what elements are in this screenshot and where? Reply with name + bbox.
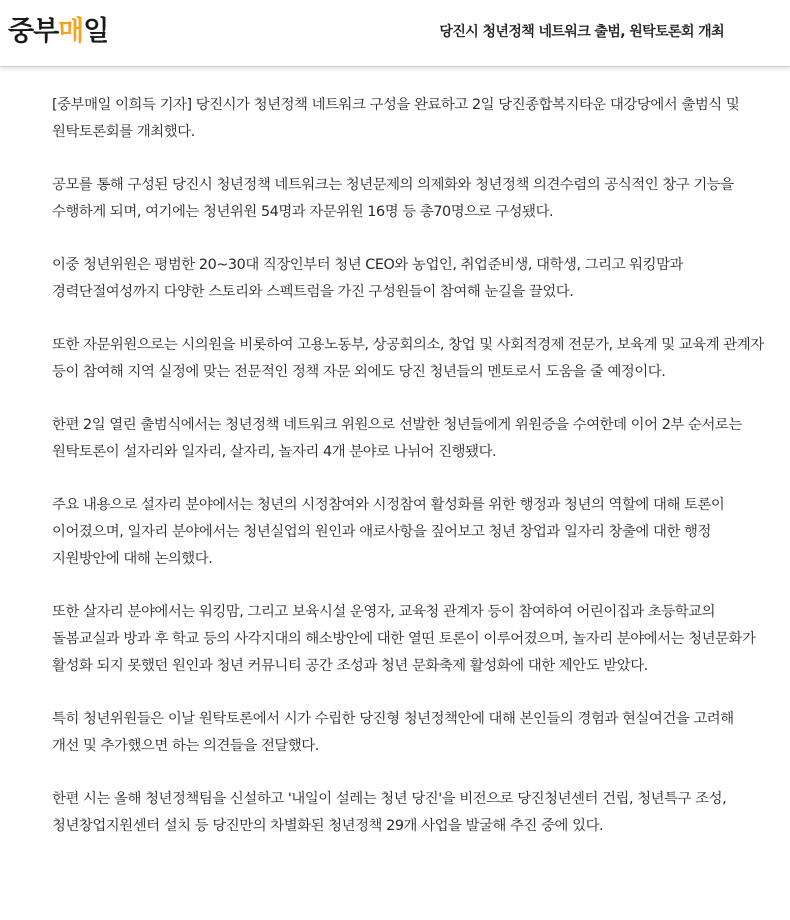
logo-text-main: 중부 [8,16,59,47]
article-paragraph: 한편 2일 열린 출범식에서는 청년정책 네트워크 위원으로 선발한 청년들에게 위원증을 수여한데 이어 2부 순서로는 원탁토론이 설자리와 일자리, 살자리, 놀자리 4개 분야로 나뉘어 진행됐다. [52,417,742,460]
article-paragraph: 공모를 통해 구성된 당진시 청년정책 네트워크는 청년문제의 의제화와 청년정책 의견수렴의 공식적인 창구 기능을 수행하게 되며, 여기에는 청년위원 54명과 자문위원 16명 등 총70명으로 구성됐다. [52,177,734,220]
article-paragraph: 또한 살자리 분야에서는 워킹맘, 그리고 보육시설 운영자, 교육청 관계자 등이 참여하여 어린이집과 초등학교의 돌봄교실과 방과 후 학교 등의 사각지대의 해소방안에 대한 열띤 토론이 이루어졌으며, 놀자리 분야에서는 청년문화가 활성화 되지 못했던 원인과 청년 커뮤니티 공간 조성과 청년 문화축제 활성화에 대한 제안도 받았다. [52,604,756,674]
logo-text-end: 일 [83,16,109,47]
article-paragraph: 특히 청년위원들은 이날 원탁토론에서 시가 수립한 당진형 청년정책안에 대해 본인들의 경험과 현실여건을 고려해 개선 및 추가했으면 하는 의견들을 전달했다. [52,711,734,754]
site-header [0,0,790,67]
article-paragraph: [중부매일 이희득 기자] 당진시가 청년정책 네트워크 구성을 완료하고 2일 당진종합복지타운 대강당에서 출범식 및 원탁토론회를 개최했다. [52,97,740,140]
logo-text-accent: 매 [58,16,84,47]
article-paragraph: 이중 청년위원은 평범한 20~30대 직장인부터 청년 CEO와 농업인, 취업준비생, 대학생, 그리고 워킹맘과 경력단절여성까지 다양한 스토리와 스펙트럼을 가진 구성원들이 참여해 눈길을 끌었다. [52,257,683,300]
article-title: 당진시 청년정책 네트워크 출범, 원탁토론회 개최 [439,24,724,40]
article-paragraph: 주요 내용으로 설자리 분야에서는 청년의 시정참여와 시정참여 활성화를 위한 행정과 청년의 역할에 대해 토론이 이어졌으며, 일자리 분야에서는 청년실업의 원인과 애로사항을 짚어보고 청년 창업과 일자리 창출에 대한 행정 지원방안에 대해 논의했다. [52,497,725,567]
article-body [52,92,764,866]
site-logo[interactable] [8,15,108,49]
article-paragraph: 또한 자문위원으로는 시의원을 비롯하여 고용노동부, 상공회의소, 창업 및 사회적경제 전문가, 보육계 및 교육계 관계자 등이 참여해 지역 실정에 맞는 전문적인 정책 자문 외에도 당진 청년들의 멘토로서 도움을 줄 예정이다. [52,337,764,380]
article-paragraph: 한편 시는 올해 청년정책팀을 신설하고 '내일이 설레는 청년 당진'을 비전으로 당진청년센터 건립, 청년특구 조성, 청년창업지원센터 설치 등 당진만의 차별화된 청년정책 29개 사업을 발굴해 추진 중에 있다. [52,791,727,834]
